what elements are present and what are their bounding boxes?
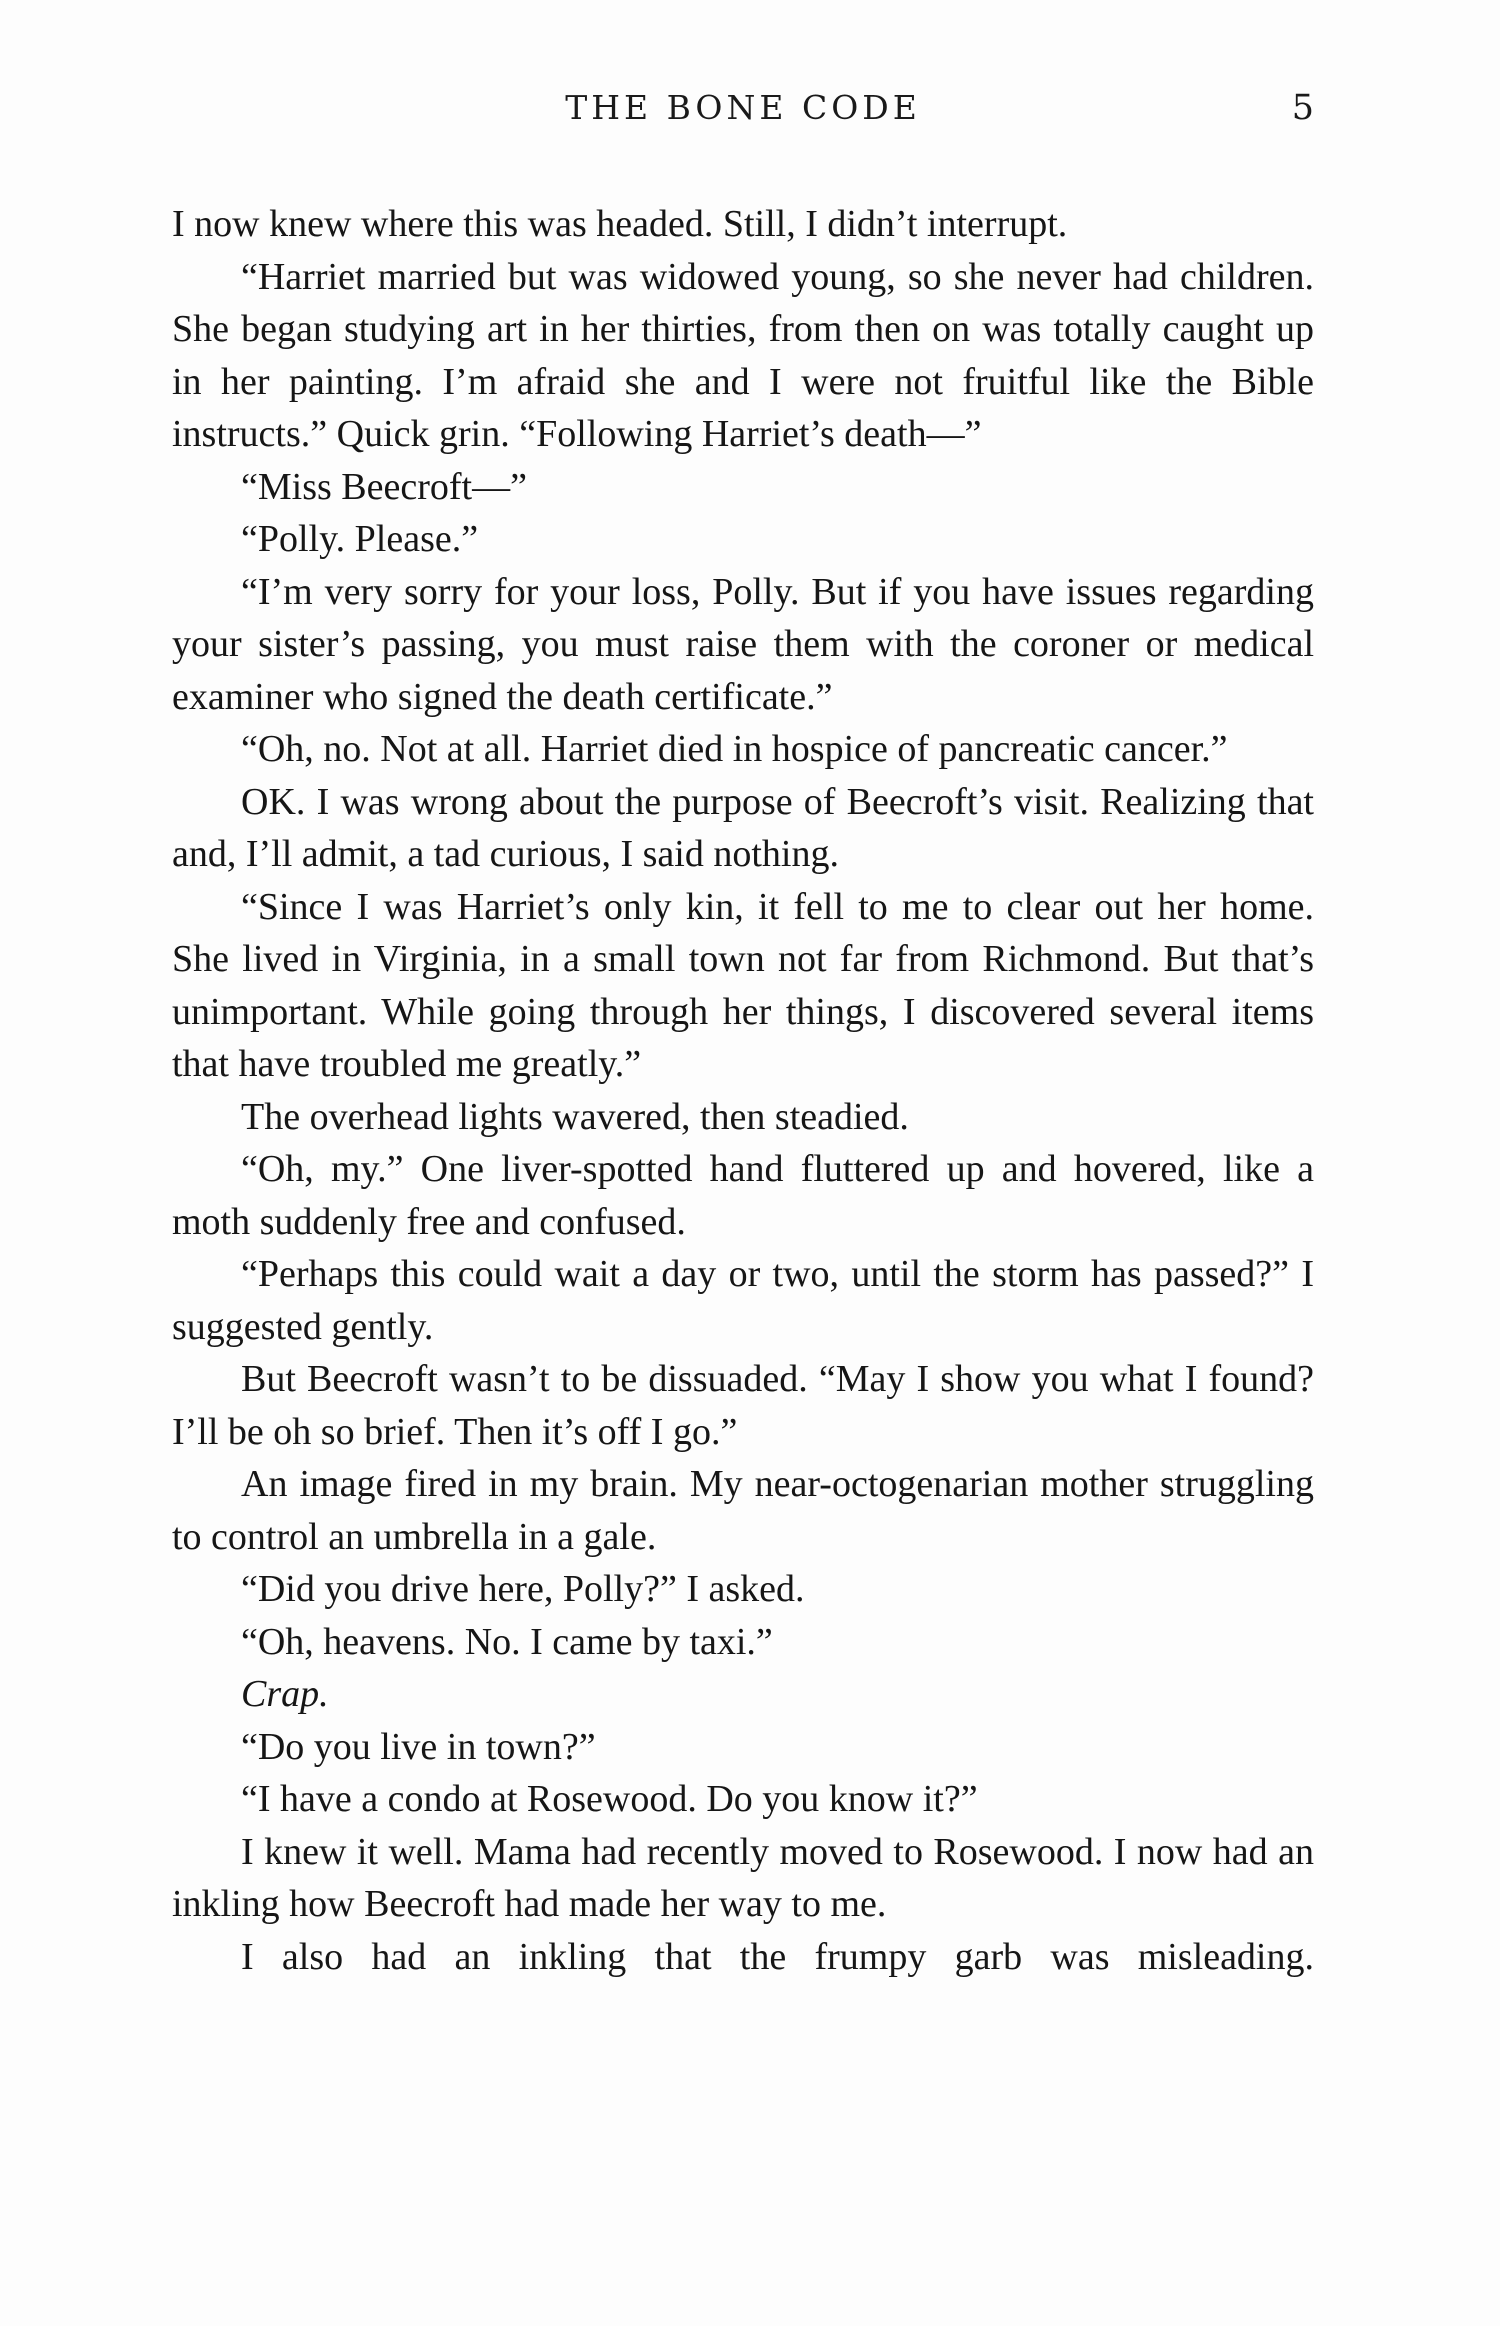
paragraph: “Oh, heavens. No. I came by taxi.” [241, 1620, 773, 1663]
paragraph: I knew it well. Mama had recently moved to Rosewood. I now had an inkling how Beecroft had made her way to me. [172, 1830, 1314, 1925]
paragraph: OK. I was wrong about the purpose of Beecroft’s visit. Realizing that and, I’ll admit, a tad curious, I said nothing. [172, 780, 1314, 875]
paragraph: “Do you live in town?” [241, 1725, 596, 1768]
paragraph: “Miss Beecroft—” [241, 465, 527, 508]
paragraph: “Oh, no. Not at all. Harriet died in hospice of pancreatic cancer.” [241, 728, 1228, 770]
paragraph: “Did you drive here, Polly?” I asked. [241, 1568, 805, 1610]
paragraph: “I have a condo at Rosewood. Do you know it?” [241, 1778, 978, 1820]
book-title: THE BONE CODE [565, 88, 921, 127]
paragraph: The overhead lights wavered, then steadied. [241, 1095, 909, 1138]
paragraph: “Harriet married but was widowed young, so she never had children. She began studying art in her thirties, from then on was totally caught up in her painting. I’m afraid she and I were not fruitful like the Bible instructs.” Quick grin. “Following Harriet’s death—” [172, 255, 1314, 455]
paragraph: “Oh, my.” One liver-spotted hand fluttered up and hovered, like a moth suddenly free and confused. [172, 1148, 1314, 1243]
running-head [172, 88, 1314, 136]
paragraph: “I’m very sorry for your loss, Polly. But if you have issues regarding your sister’s passing, you must raise them with the coroner or medical examiner who signed the death certificate.” [172, 570, 1314, 718]
paragraph: “Since I was Harriet’s only kin, it fell to me to clear out her home. She lived in Virginia, in a small town not far from Richmond. But that’s unimportant. While going through her things, I discovered several items that have troubled me greatly.” [172, 885, 1314, 1085]
paragraph: But Beecroft wasn’t to be dissuaded. “May I show you what I found? I’ll be oh so brief. Then it’s off I go.” [172, 1358, 1314, 1453]
paragraph: “Polly. Please.” [241, 518, 479, 560]
paragraph: I now knew where this was headed. Still, I didn’t interrupt. [172, 203, 1068, 245]
body-text [172, 198, 1314, 1983]
paragraph: I also had an inkling that the frumpy garb was misleading. [241, 1935, 1314, 1978]
page-number: 5 [1291, 88, 1314, 128]
paragraph: “Perhaps this could wait a day or two, until the storm has passed?” I suggested gently. [172, 1253, 1314, 1348]
paragraph: Crap. [241, 1673, 329, 1715]
paragraph: An image fired in my brain. My near-octogenarian mother struggling to control an umbrella in a gale. [172, 1463, 1314, 1558]
